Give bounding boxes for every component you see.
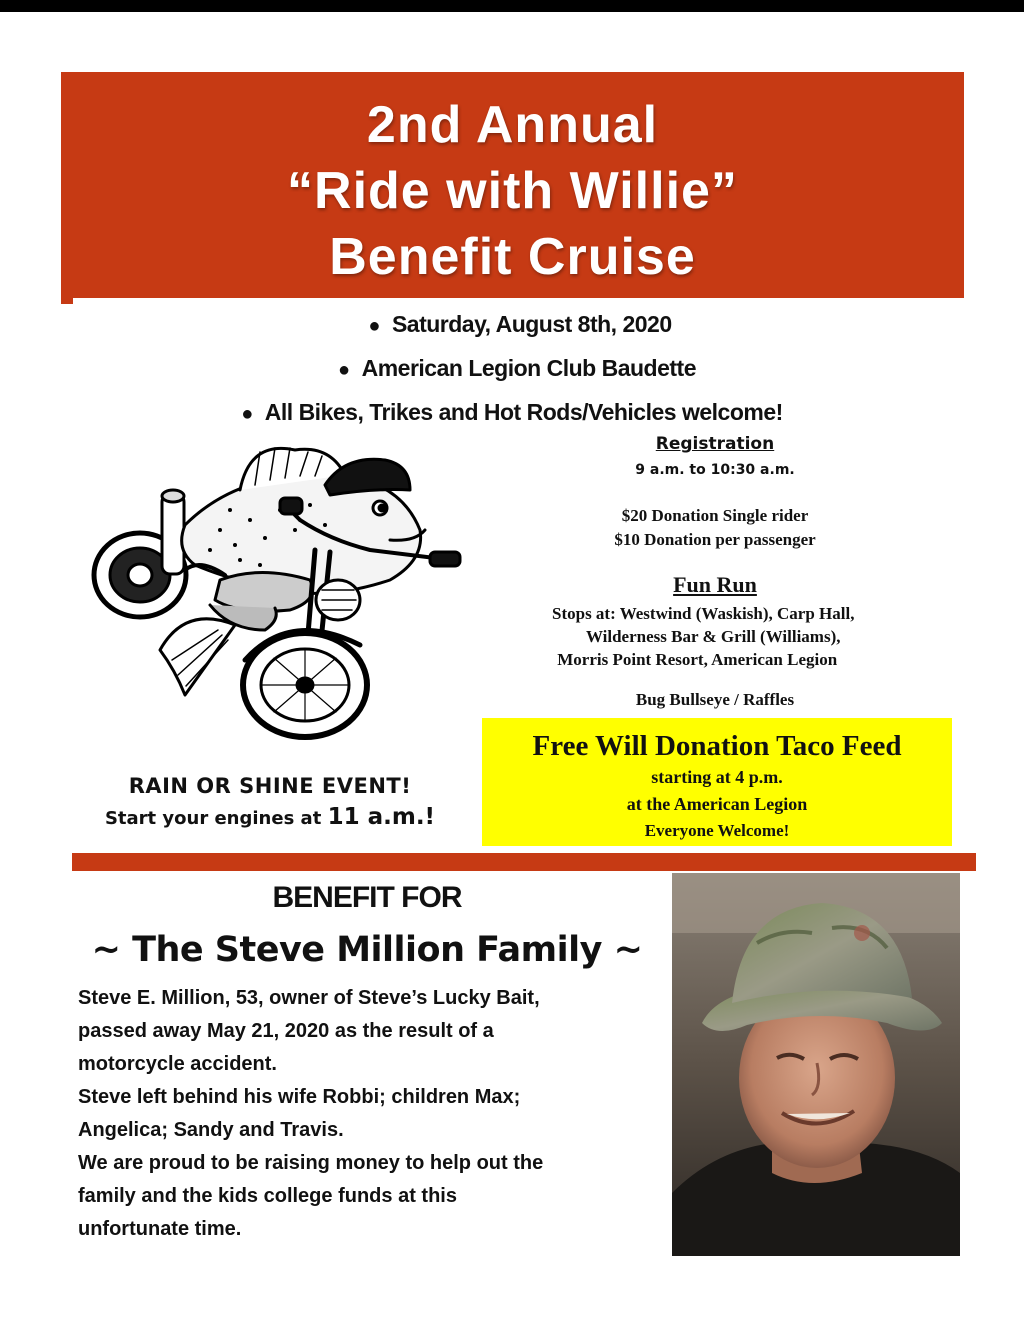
fun-run-extras: Bug Bullseye / Raffles — [635, 690, 795, 709]
registration-time: 9 a.m. to 10:30 a.m. — [635, 462, 795, 478]
story-line: Steve left behind his wife Robbi; children Max; — [78, 1086, 521, 1108]
start-engines-time: 11 a.m.! — [327, 804, 436, 830]
top-border — [0, 0, 1024, 12]
story-line: motorcycle accident. — [78, 1053, 277, 1075]
start-engines-text — [70, 802, 470, 834]
story-line: Angelica; Sandy and Travis. — [78, 1119, 344, 1141]
detail-date — [0, 304, 1024, 348]
portrait-photo — [672, 873, 960, 1256]
story-line: unfortunate time. — [78, 1218, 242, 1240]
start-engines-prefix: Start your engines at — [104, 808, 328, 829]
title-line-2: “Ride with Willie” — [287, 162, 738, 220]
fun-run-stops — [480, 602, 855, 671]
detail-location — [0, 348, 1024, 392]
taco-feed-box — [482, 718, 952, 846]
stops-line-2: Wilderness Bar & Grill (Williams), — [585, 627, 841, 646]
fish-motorcycle-illustration — [90, 430, 470, 740]
family-name-heading: ~ The Steve Million Family ~ — [91, 930, 643, 970]
benefit-for-label: BENEFIT FOR — [272, 881, 462, 914]
story-line: family and the kids college funds at this — [78, 1185, 457, 1207]
story-line: Steve E. Million, 53, owner of Steve’s Lucky Bait, — [78, 987, 540, 1009]
taco-feed-welcome: Everyone Welcome! — [644, 821, 790, 840]
detail-vehicles-text: All Bikes, Trikes and Hot Rods/Vehicles welcome! — [264, 399, 783, 425]
bullet-icon: ● — [338, 359, 350, 381]
bullet-icon: ● — [241, 403, 253, 425]
stops-line-1: Stops at: Westwind (Waskish), Carp Hall, — [552, 604, 855, 623]
section-divider — [72, 853, 976, 871]
rain-or-shine-text: RAIN OR SHINE EVENT! — [128, 774, 412, 798]
story-line: We are proud to be raising money to help out the — [78, 1152, 544, 1174]
bullet-icon: ● — [368, 315, 380, 337]
taco-feed-place: at the American Legion — [626, 794, 808, 814]
taco-feed-title: Free Will Donation Taco Feed — [532, 730, 902, 762]
detail-date-text: Saturday, August 8th, 2020 — [391, 311, 672, 337]
title-line-3: Benefit Cruise — [329, 228, 696, 286]
detail-location-text: American Legion Club Baudette — [361, 355, 696, 381]
event-details-list — [0, 304, 1024, 436]
title-line-1: 2nd Annual — [366, 96, 659, 154]
donation-single-rider: $20 Donation Single rider — [621, 506, 809, 525]
fun-run-title: Fun Run — [673, 572, 757, 597]
memorial-story — [78, 982, 668, 1246]
stops-line-3: Morris Point Resort, American Legion — [557, 650, 838, 669]
registration-title: Registration — [655, 434, 775, 454]
donation-passenger: $10 Donation per passenger — [614, 530, 816, 549]
title-banner — [61, 72, 964, 298]
rain-or-shine-notice — [70, 770, 470, 834]
story-line: passed away May 21, 2020 as the result of a — [78, 1020, 494, 1042]
taco-feed-time: starting at 4 p.m. — [651, 767, 783, 787]
